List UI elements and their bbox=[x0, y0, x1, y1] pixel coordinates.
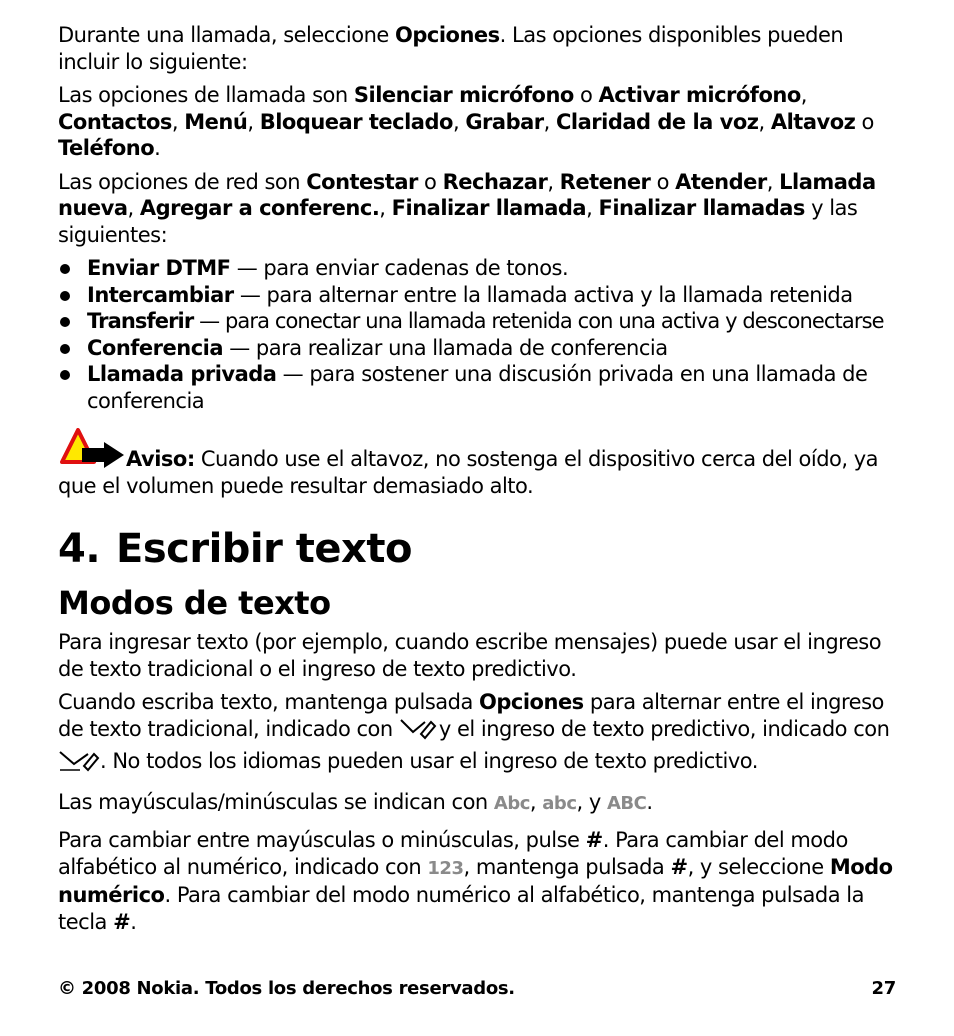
abc-uppercase-icon: ABC bbox=[606, 792, 647, 814]
bullet-icon bbox=[60, 344, 70, 354]
page-footer bbox=[58, 978, 896, 999]
list-item: Conferencia — para realizar una llamada de conferencia bbox=[58, 335, 898, 362]
predictive-input-icon bbox=[58, 746, 100, 779]
text-modes-paragraph-1: Para ingresar texto (por ejemplo, cuando escribe mensajes) puede usar el ingreso de texto tradicional o el ingreso de texto predictivo. bbox=[58, 630, 882, 681]
bullet-icon bbox=[60, 291, 70, 301]
numeric-mode-icon: 123 bbox=[427, 857, 464, 879]
list-item: Intercambiar — para alternar entre la llamada activa y la llamada retenida bbox=[58, 282, 898, 309]
bullet-icon bbox=[60, 264, 70, 274]
chapter-title: 4. Escribir texto bbox=[58, 526, 412, 572]
text-modes-paragraph-3: Las mayúsculas/minúsculas se indican con Abc, abc, y ABC. bbox=[58, 789, 898, 818]
intro-paragraph: Durante una llamada, seleccione Opciones. Las opciones disponibles pueden incluir lo siguiente: bbox=[58, 23, 844, 74]
call-options-paragraph: Las opciones de llamada son Silenciar micrófono o Activar micrófono, Contactos, Menú, Bloquear teclado, Grabar, Claridad de la voz, Altavoz o Teléfono. bbox=[58, 83, 874, 160]
bullet-icon bbox=[60, 370, 70, 380]
abc-lowercase-icon: abc bbox=[542, 792, 577, 814]
text-modes-paragraph-4: Para cambiar entre mayúsculas o minúsculas, pulse #. Para cambiar del modo alfabético al numérico, indicado con 123, mantenga pulsada #, y seleccione Modo numérico. Para cambiar del modo numérico al alfabético, mantenga pulsada la tecla #. bbox=[58, 828, 893, 934]
list-item: Transferir — para conectar una llamada retenida con una activa y desconectarse bbox=[58, 308, 898, 335]
bullet-icon bbox=[60, 317, 70, 327]
text-modes-paragraph-2: Cuando escriba texto, mantenga pulsada Opciones para alternar entre el ingreso de texto tradicional, indicado con y el ingreso de texto predictivo, indicado con . No todos los idiomas pueden usar el ingreso de texto predictivo. bbox=[58, 689, 898, 779]
network-options-list bbox=[58, 255, 898, 414]
traditional-input-icon bbox=[399, 716, 439, 747]
list-item: Enviar DTMF — para enviar cadenas de tonos. bbox=[58, 255, 898, 282]
copyright-text: © 2008 Nokia. Todos los derechos reservados. bbox=[58, 978, 515, 999]
section-title: Modos de texto bbox=[58, 584, 331, 622]
opciones-term: Opciones bbox=[395, 23, 500, 47]
abc-capitalized-icon: Abc bbox=[493, 792, 530, 814]
warning-paragraph: Aviso: Cuando use el altavoz, no sostenga el dispositivo cerca del oído, ya que el volumen puede resultar demasiado alto. bbox=[58, 428, 898, 499]
warning-icon bbox=[60, 428, 126, 468]
warning-label: Aviso: bbox=[126, 447, 195, 471]
document-page bbox=[58, 22, 898, 942]
page-number: 27 bbox=[871, 978, 896, 999]
list-item: Llamada privada — para sostener una discusión privada en una llamada de conferencia bbox=[58, 361, 898, 414]
network-options-paragraph: Las opciones de red son Contestar o Rechazar, Retener o Atender, Llamada nueva, Agregar a conferenc., Finalizar llamada, Finalizar llamadas y las siguientes: bbox=[58, 169, 876, 247]
